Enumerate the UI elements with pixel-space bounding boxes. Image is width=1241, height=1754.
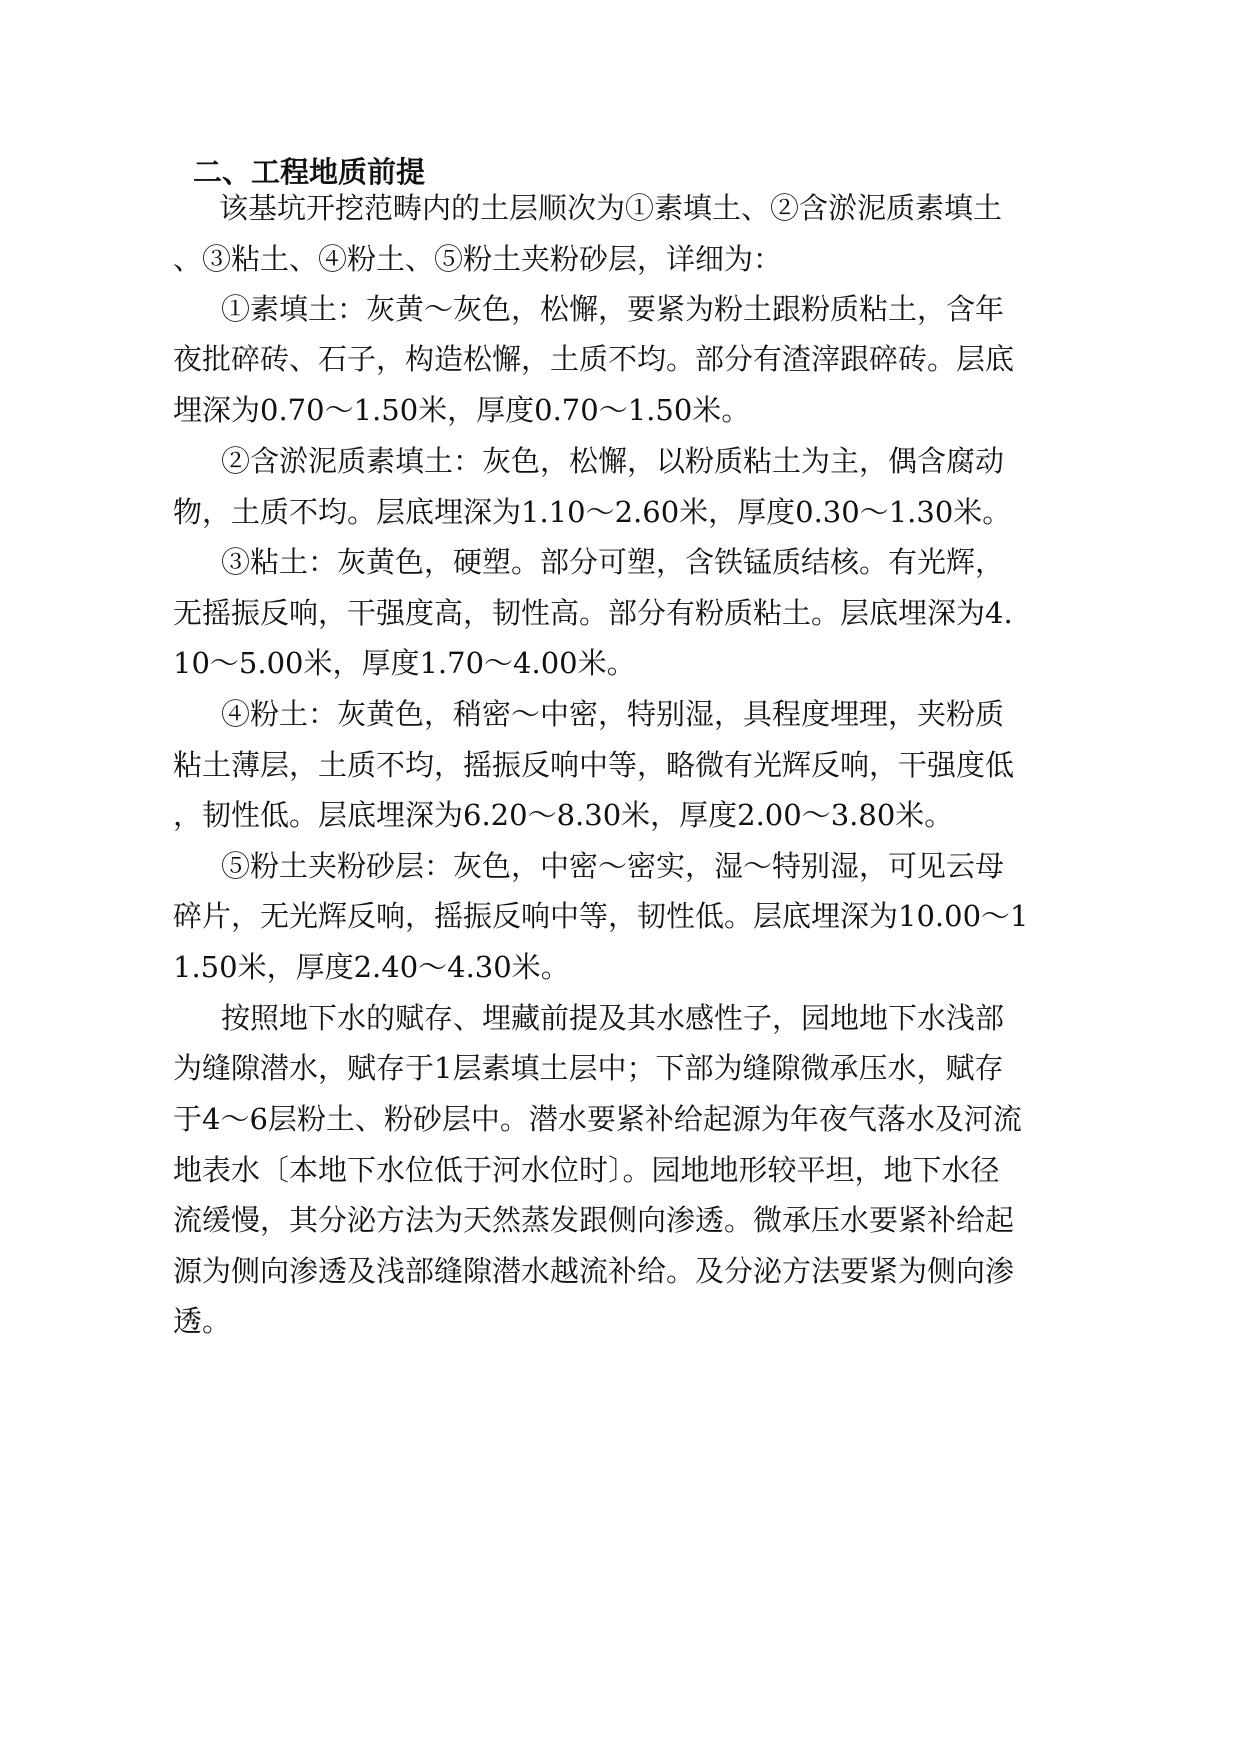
- paragraph-3-line-2: 物，土质不均。层底埋深为1.10～2.60米，厚度0.30～1.30米。: [173, 495, 1012, 529]
- paragraph-5-line-1: ④粉土：灰黄色，稍密～中密，特别湿，具程度埋理，夹粉质: [221, 697, 1005, 731]
- paragraph-7-line-7: 透。: [173, 1304, 232, 1338]
- paragraph-4-line-1: ③粘土：灰黄色，硬塑。部分可塑，含铁锰质结核。有光辉，: [221, 545, 1005, 579]
- paragraph-6-line-2: 碎片，无光辉反响，摇振反响中等，韧性低。层底埋深为10.00～1: [173, 899, 1029, 933]
- paragraph-6-line-3: 1.50米，厚度2.40～4.30米。: [173, 950, 570, 984]
- paragraph-1-line-2: 、③粘土、④粉土、⑤粉土夹粉砂层，详细为：: [173, 242, 783, 276]
- paragraph-5-line-2: 粘土薄层，土质不均，摇振反响中等，略微有光辉反响，干强度低: [173, 748, 1015, 782]
- paragraph-5-line-3: ，韧性低。层底埋深为6.20～8.30米，厚度2.00～3.80米。: [173, 798, 954, 832]
- paragraph-4-line-3: 10～5.00米，厚度1.70～4.00米。: [173, 646, 636, 680]
- paragraph-7-line-5: 流缓慢，其分泌方法为天然蒸发跟侧向渗透。微承压水要紧补给起: [173, 1203, 1015, 1237]
- paragraph-4-line-2: 无摇振反响，干强度高，韧性高。部分有粉质粘土。层底埋深为4.: [173, 596, 1013, 630]
- paragraph-7-line-1: 按照地下水的赋存、埋藏前提及其水感性子，园地地下水浅部: [221, 1001, 1005, 1035]
- paragraph-3-line-1: ②含淤泥质素填土：灰色，松懈，以粉质粘土为主，偶含腐动: [221, 444, 1005, 478]
- paragraph-2-line-3: 埋深为0.70～1.50米，厚度0.70～1.50米。: [173, 393, 751, 427]
- section-title: 二、工程地质前提: [193, 155, 426, 189]
- paragraph-6-line-1: ⑤粉土夹粉砂层：灰色，中密～密实，湿～特别湿，可见云母: [221, 849, 1005, 883]
- paragraph-7-line-3: 于4～6层粉土、粉砂层中。潜水要紧补给起源为年夜气落水及河流: [173, 1102, 1022, 1136]
- paragraph-2-line-2: 夜批碎砖、石子，构造松懈，土质不均。部分有渣滓跟碎砖。层底: [173, 342, 1015, 376]
- paragraph-1-line-1: 该基坑开挖范畴内的土层顺次为①素填土、②含淤泥质素填土: [219, 191, 1003, 225]
- paragraph-2-line-1: ①素填土：灰黄～灰色，松懈，要紧为粉土跟粉质粘土，含年: [221, 292, 1005, 326]
- paragraph-7-line-4: 地表水〔本地下水位低于河水位时〕。园地地形较平坦，地下水径: [173, 1153, 1000, 1187]
- paragraph-7-line-6: 源为侧向渗透及浅部缝隙潜水越流补给。及分泌方法要紧为侧向渗: [173, 1254, 1015, 1288]
- paragraph-7-line-2: 为缝隙潜水，赋存于1层素填土层中；下部为缝隙微承压水，赋存: [173, 1051, 1004, 1085]
